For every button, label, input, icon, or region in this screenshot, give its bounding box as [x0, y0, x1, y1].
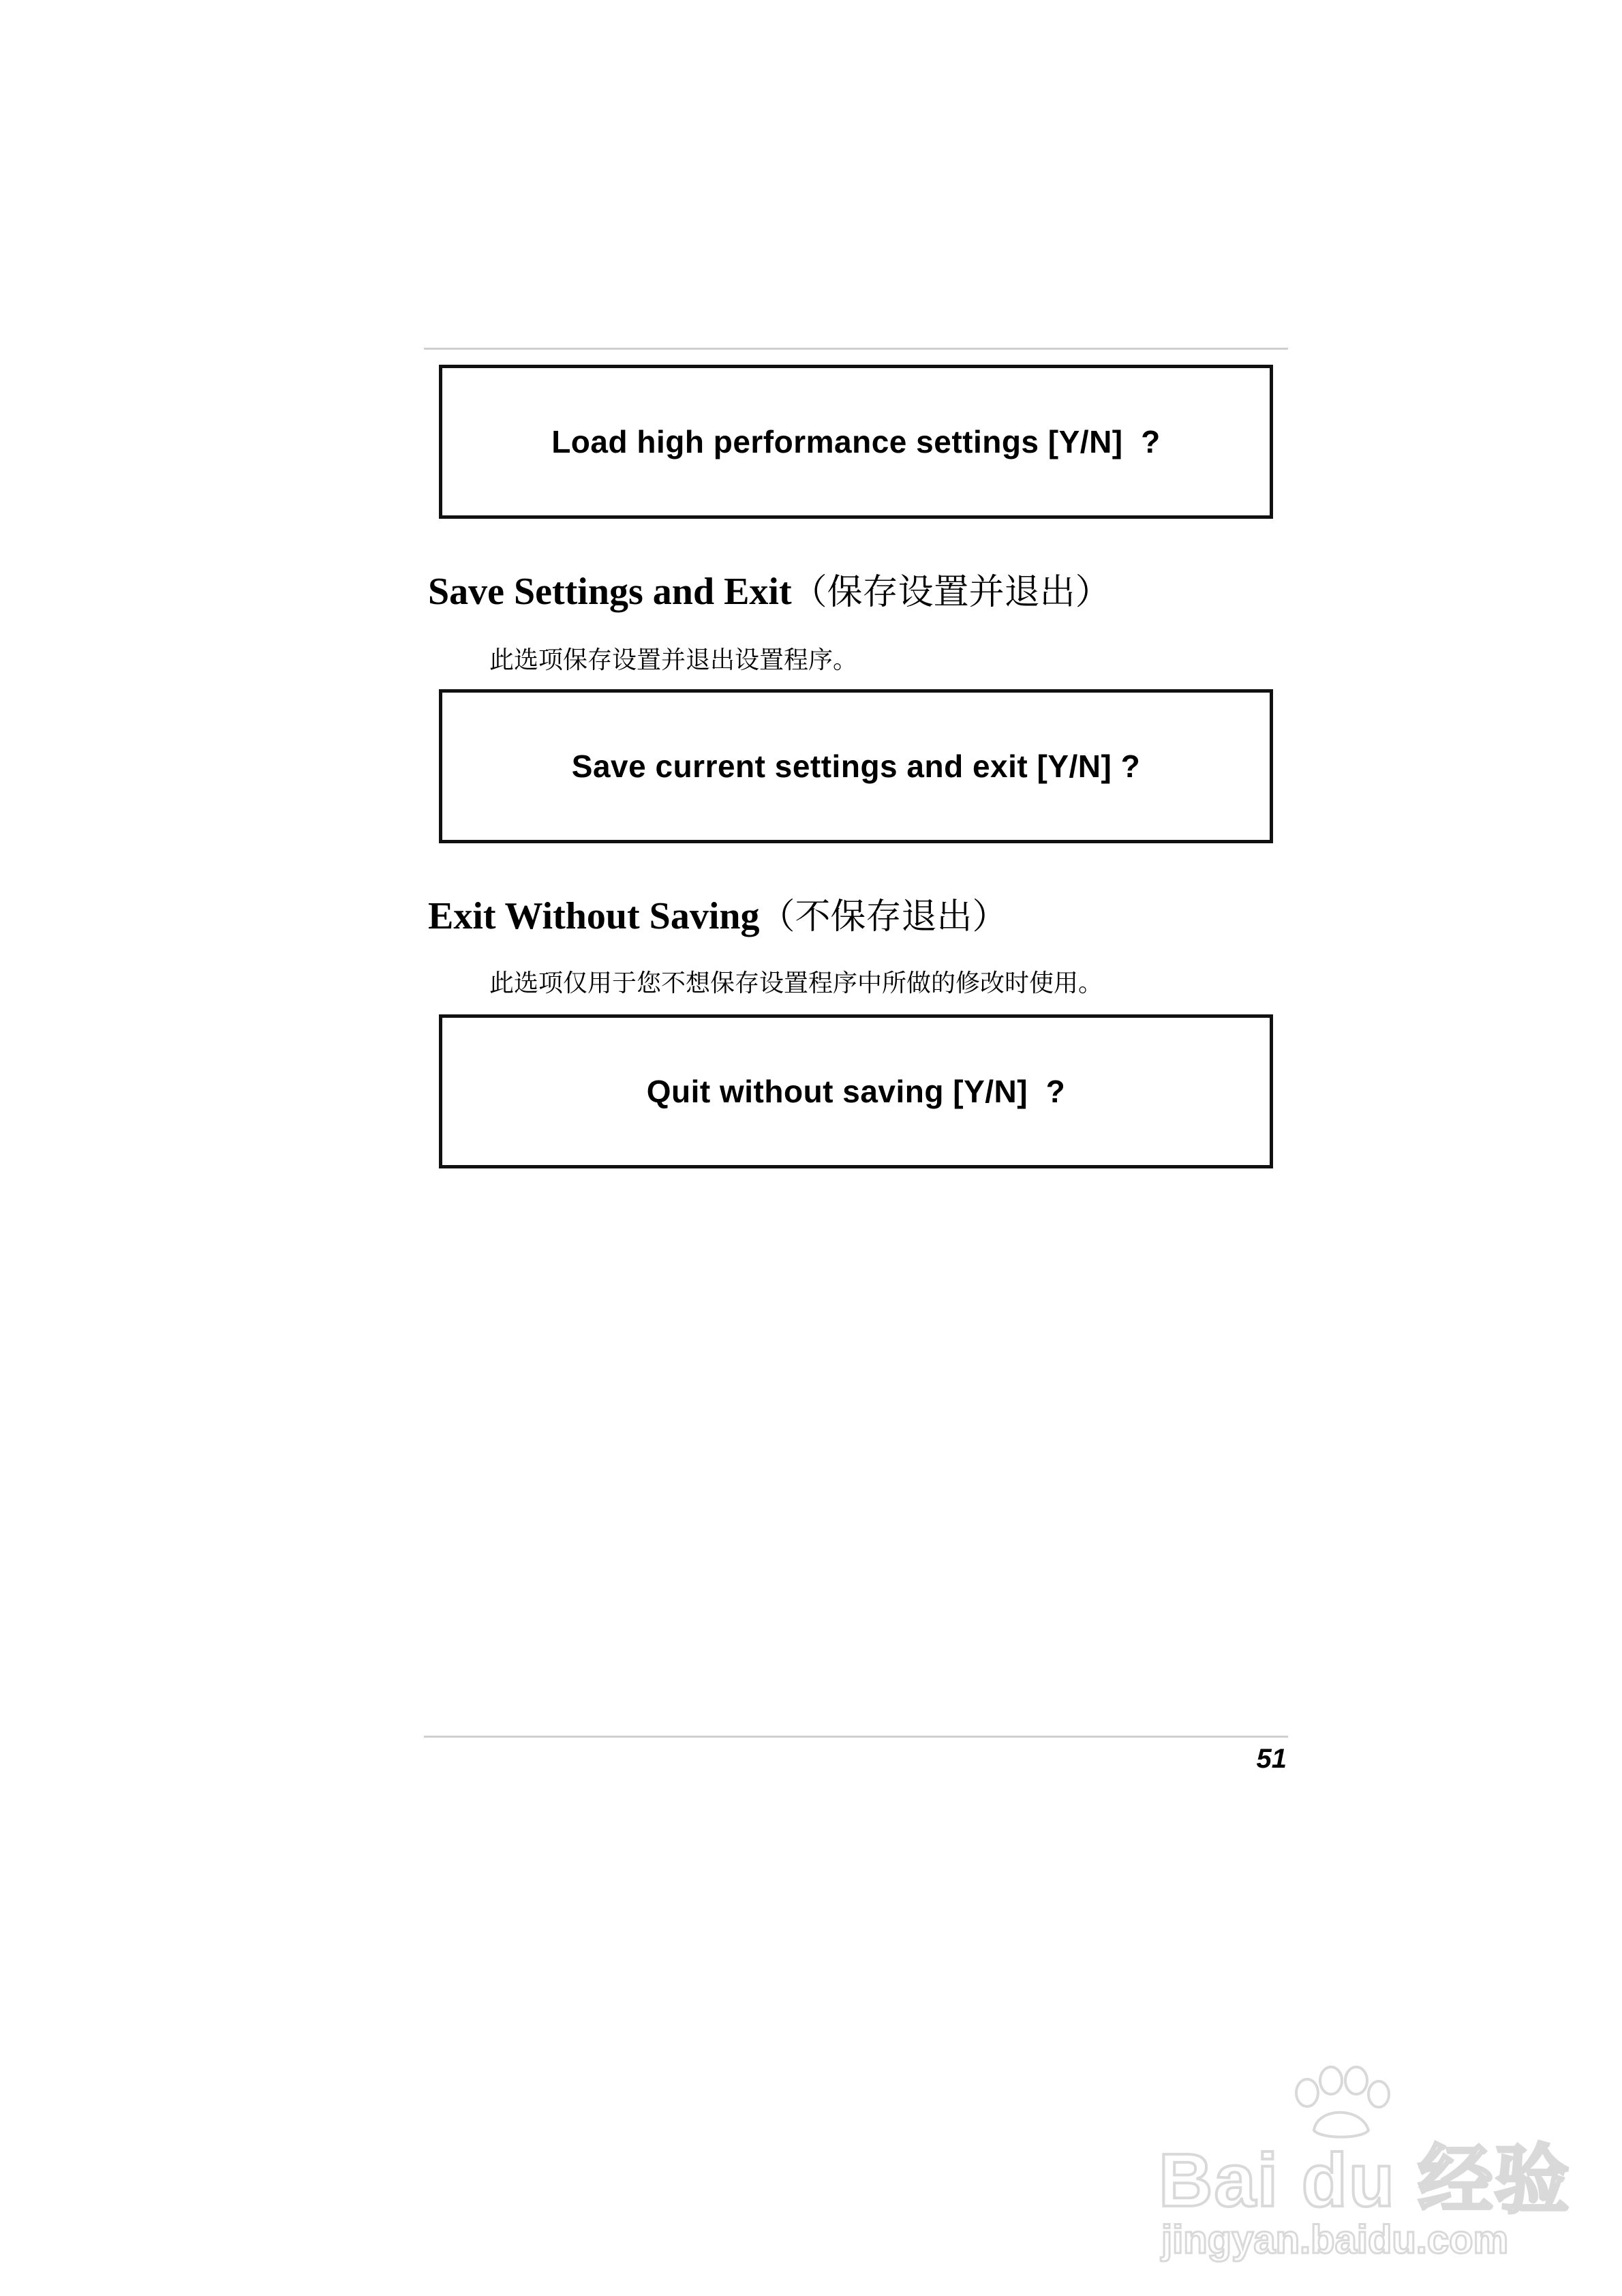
section-description-exit-without-saving: 此选项仅用于您不想保存设置程序中所做的修改时使用。	[489, 969, 1103, 997]
top-rule	[424, 348, 1288, 350]
section-title-en: Exit Without Saving	[428, 895, 760, 937]
dialog-prompt: Save current settings and exit [Y/N] ?	[571, 749, 1141, 784]
section-description-save-exit: 此选项保存设置并退出设置程序。	[489, 646, 858, 674]
quit-without-saving-dialog	[439, 1014, 1273, 1168]
section-title-en: Save Settings and Exit	[428, 571, 792, 613]
bottom-rule	[424, 1736, 1288, 1738]
baidu-jingyan-watermark	[1159, 2066, 1571, 2263]
load-high-performance-dialog	[439, 365, 1273, 519]
watermark-logo: Bai du 经验	[1159, 2139, 1571, 2222]
watermark-url: jingyan.baidu.com	[1161, 2218, 1509, 2262]
section-title-cn: （不保存退出）	[759, 896, 1008, 937]
page-number: 51	[1256, 1744, 1287, 1774]
dialog-prompt: Load high performance settings [Y/N] ?	[551, 424, 1161, 459]
dialog-prompt: Quit without saving [Y/N] ?	[646, 1074, 1066, 1109]
section-title-save-exit	[428, 563, 1111, 614]
save-exit-dialog	[439, 689, 1273, 843]
section-title-exit-without-saving	[428, 888, 1008, 939]
section-title-cn: （保存设置并退出）	[791, 572, 1111, 613]
